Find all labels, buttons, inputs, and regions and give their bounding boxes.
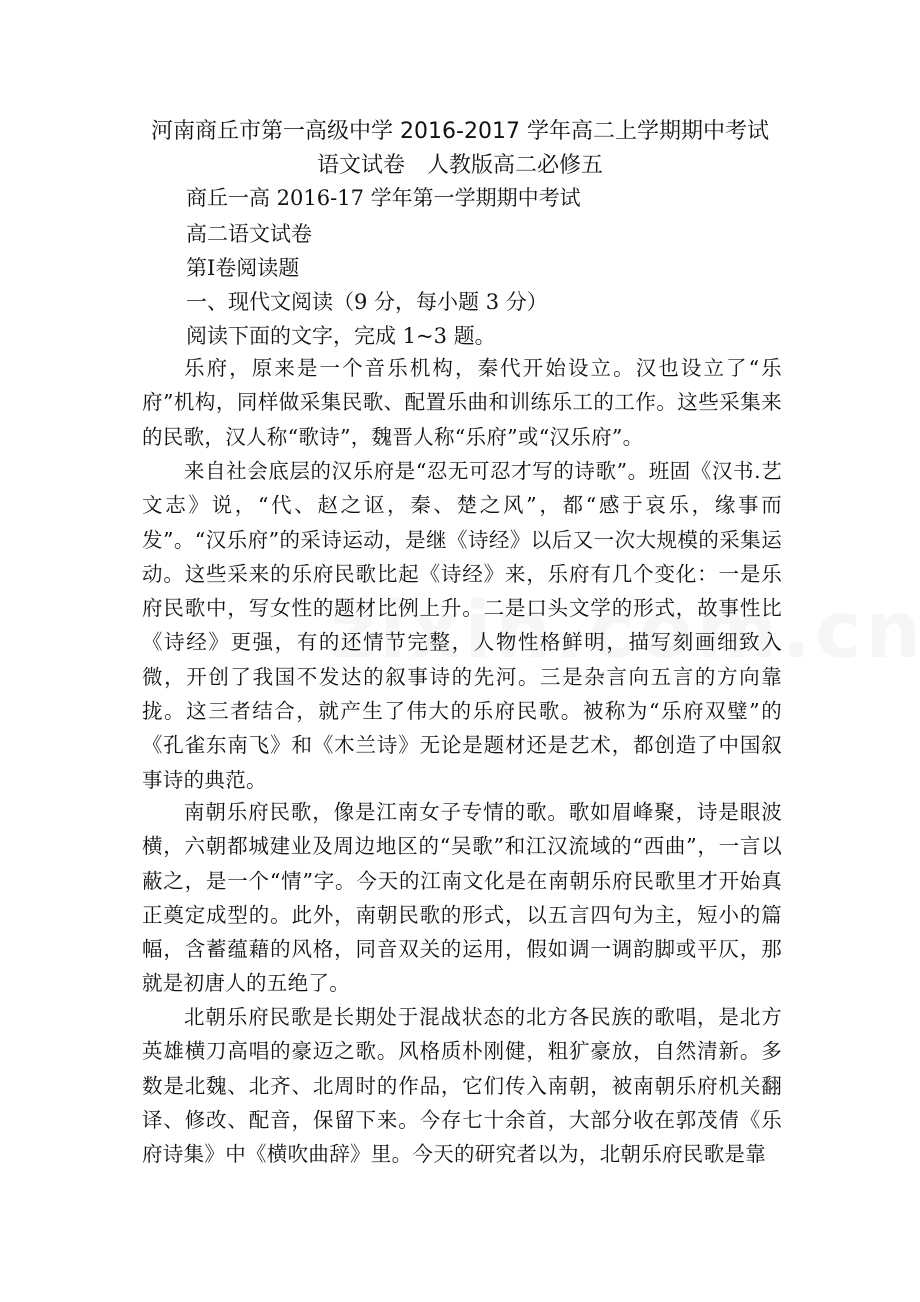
- section-heading: 第Ⅰ卷阅读题: [186, 256, 300, 280]
- question-group-heading: 一、现代文阅读（9 分，每小题 3 分）: [186, 290, 548, 314]
- paragraph-1: 乐府，原来是一个音乐机构，秦代开始设立。汉也设立了“乐府”机构，同样做采集民歌、配置乐曲和训练乐工的工作。这些采集来的民歌，汉人称“歌诗”，魏晋人称“乐府”或“汉乐府”。: [142, 356, 782, 449]
- document-title-line2: 语文试卷 人教版高二必修五: [316, 153, 603, 178]
- paragraph-4: 北朝乐府民歌是长期处于混战状态的北方各民族的歌唱，是北方英雄横刀高唱的豪迈之歌。风格质朴刚健，粗犷豪放，自然清新。多数是北魏、北齐、北周时的作品，它们传入南朝，被南朝乐府机关翻译、修改、配音，保留下来。今存七十余首，大部分收在郭茂倩《乐府诗集》中《横吹曲辞》里。今天的研究者以为，北朝乐府民歌是靠: [142, 1005, 782, 1167]
- exam-paper-name: 高二语文试卷: [186, 222, 312, 246]
- paragraph-3: 南朝乐府民歌，像是江南女子专情的歌。歌如眉峰聚，诗是眼波横，六朝都城建业及周边地区的“吴歌”和江汉流域的“西曲”，一言以蔽之，是一个“情”字。今天的江南文化是在南朝乐府民歌里才开始真正奠定成型的。此外，南朝民歌的形式，以五言四句为主，短小的篇幅，含蓄蕴藉的风格，同音双关的运用，假如调一调韵脚或平仄，那就是初唐人的五绝了。: [142, 800, 782, 996]
- reading-instruction: 阅读下面的文字，完成 1~3 题。: [186, 324, 496, 348]
- exam-header-line: 商丘一高 2016-17 学年第一学期期中考试: [186, 186, 581, 210]
- document-title-line1: 河南商丘市第一高级中学 2016-2017 学年高二上学期期中考试: [151, 119, 769, 144]
- paragraph-2: 来自社会底层的汉乐府是“忍无可忍才写的诗歌”。班固《汉书.艺文志》说，“代、赵之讴，秦、楚之风”，都“感于哀乐，缘事而发”。“汉乐府”的采诗运动，是继《诗经》以后又一次大规模的采集运动。这些采来的乐府民歌比起《诗经》来，乐府有几个变化：一是乐府民歌中，写女性的题材比例上升。二是口头文学的形式，故事性比《诗经》更强，有的还情节完整，人物性格鲜明，描写刻画细致入微，开创了我国不发达的叙事诗的先河。三是杂言向五言的方向靠拢。这三者结合，就产生了伟大的乐府民歌。被称为“乐府双璧”的《孔雀东南飞》和《木兰诗》无论是题材还是艺术，都创造了中国叙事诗的典范。: [142, 459, 782, 792]
